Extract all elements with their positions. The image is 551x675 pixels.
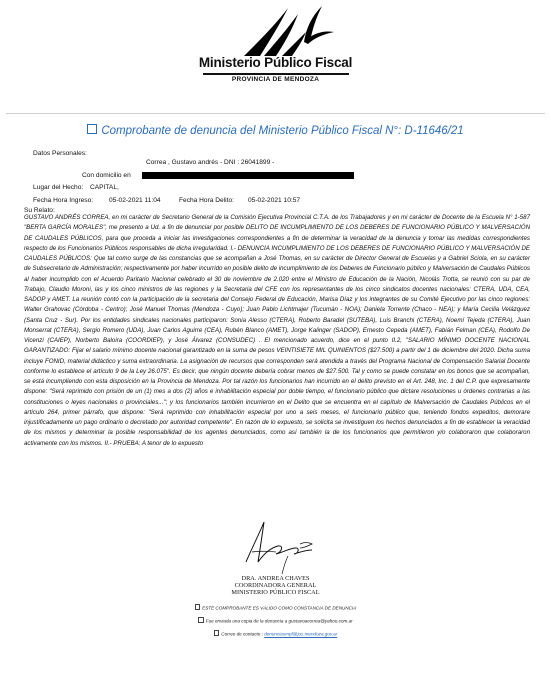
handwritten-signature-icon (238, 518, 328, 574)
signer-role: COORDINADORA GENERAL (234, 582, 317, 589)
copy-email: gustavoacorrea@yahoo.com.ar (288, 618, 353, 624)
document-title (0, 124, 551, 137)
organization-name: Ministerio Público Fiscal (198, 55, 353, 70)
crime-datetime-label: Fecha Hora Delito: (179, 197, 234, 204)
entry-datetime-label: Fecha Hora Ingreso: (33, 197, 94, 204)
complainant-name: Correa , Gustavo andrés - DNI : 26041899 - (146, 159, 275, 166)
ministerio-logo-icon (200, 2, 350, 58)
address-label: Con domicilio en (82, 172, 131, 179)
checkbox-icon (195, 604, 201, 610)
place-value: CAPITAL, (90, 184, 119, 191)
page-divider (6, 113, 545, 114)
footer-contact: Correo de contacto : denunciasmpf@jus.mendoza.gov.ar (0, 630, 551, 637)
crime-datetime-value: 05-02-2021 10:57 (248, 197, 301, 204)
organization-province: PROVINCIA DE MENDOZA (231, 76, 320, 83)
checkbox-icon (214, 630, 220, 636)
checkbox-icon (198, 617, 204, 623)
contact-email-link[interactable]: denunciasmpf@jus.mendoza.gov.ar (264, 631, 338, 637)
redacted-address (142, 172, 354, 179)
signer-institution: MINISTERIO PÚBLICO FISCAL (231, 589, 320, 596)
report-text: GUSTAVO ANDRÉS CORREA, en mi carácter de Secretario General de la Comisión Ejecutiva Provincial C.T.A. de los Trabajadores y en mi carácter de Docente de la Escuela N° 1-587 "BERTA GARCÍA MORALES", me presento a Ud. a fin de denunciar por posible DELITO DE INCUMPLIMIENTO DE LOS DEBERES DE FUNCIONARIO PÚBLICO Y MALVERSACIÓN DE CAUDALES PÚBLICOS, para que proceda a iniciar las investigaciones correspondientes a fin de determinar la veracidad de la denuncia y tomar las medidas correspondientes respecto de los Funcionarios Públicos responsables de dicha irregularidad. I.- DENUNCIA INCUMPLIMIENTO DE LOS DEBERES DE FUNCIONARIO PÚBLICO Y MALVERSACIÓN DE CAUDALES PÚBLICOS: Que tal como surge de las constancias que se acompañan a José Thomas, en su carácter de Director General de Escuelas y a Gabriel Sciola, en su carácter de Subsecretario de Administración; respectivamente por haber incurrido en posible delito de incumplimiento de los Deberes de Funcionario público y Malversación de Caudales Públicos al haber incumplido con el Acuerdo Paritario Nacional celebrado el 30 de noviembre de 2.020 entre el Ministro de Educación de la Nación, Nicolás Trotta, se reunió con su par de Trabajo, Claudio Moroni, las y los cinco ministros de las regiones y la Secretaria del CFE con los representantes de los cinco sindicatos docentes nacionales: CTERA, UDA, CEA, SADOP y AMET. La reunión contó con la participación de la secretaria del Consejo Federal de Educación, Marisa Díaz y los integrantes de su Comité Ejecutivo por las cinco regiones: Walter Grahovac (Córdoba - Centro); José Manuel Thomas (Mendoza - Cuyo); Juan Pablo Lichtmajer (Tucumán - NOA); Daniela Torrente (Chaco - NEA); y María Cecilia Velázquez (Santa Cruz - Sur). Por los entidades sindicales nacionales participaron: Sonia Alesso (CTERA), Roberto Baradel (SUTEBA), Luis Branchi (CTERA), Noemí Tejeda (CTERA), Juan Monserrat (CTERA), Sergio Romero (UDA), Juan Carlos Aguirre (CEA), Rubén Blanco (AMET), Jorge Kalinger (SADOP), Ernesto Cepeda (AMET), Fabián Felman (CEA), Rodolfo De Vicenzi (CAIEP), Norberto Baloira (COORDIEP), y José Álvarez (CONSUDEC) . El mencionado acuerdo, dice en el punto II.2, "SALARIO MÍNIMO DOCENTE NACIONAL GARANTIZADO: Fijar el salario mínimo docente nacional garantizado en la suma de pesos VEINTISIETE MIL QUINIENTOS ($27.500) a partir del 1 de diciembre del 2020. Dicha suma incluye FONID, material didáctico y suma extraordinaria. La asignación de recursos que corresponden será atendida a través del Programa Nacional de Compensación Salarial Docente conforme lo establece el artículo 9 de la Ley 26.075". Es decir, que ningún docente debería cobrar menos de $27.500. Tal y como se puede constatar en los bonos que se acompañan, se está incumpliendo con esta disposición en la Provincia de Mendoza. Por tal razón los funcionarios han incurrido en el delito previsto en el Art. 248, Inc. 1 del C.P. que expresamente dispone: "Será reprimido con prisión de un (1) mes a dos (2) años e inhabilitación especial por doble tiempo, el funcionario público que dictare resoluciones u órdenes contrarias a las constituciones o leyes nacionales o provinciales..."; y los funcionarios también incurrieron en el Delito que se encuentra en el capítulo de Malversación de Caudales Públicos en el artículo 264, primer párrafo, que dispone: "Será reprimido con inhabilitación especial por uno a seis meses, el funcionario público que, teniendo fondos expeditos, demorare injustificadamente un pago ordinario o decretado por autoridad competente". En razón de lo expuesto, se solicita se investiguen los hechos denunciados a fin de establecer la veracidad de los mismos y determinar la posible responsabilidad de los agentes denunciados, como así también la de los funcionarios que permitieron y/o colaboraron que colaboraron activamente con los mismos. II.- PRUEBA: A tenor de lo expuesto (24, 214, 530, 447)
footer-copy-note: Fue enviada una copia de la denuncia a gustavoacorrea@yahoo.com.ar (0, 617, 551, 624)
document-title-text: Comprobante de denuncia del Ministerio Público Fiscal N°: D-11646/21 (101, 125, 464, 137)
signer-name: DRA. ANDREA CHAVES (241, 575, 310, 582)
place-label: Lugar del Hecho: (33, 184, 84, 191)
entry-datetime-value: 05-02-2021 11:04 (109, 197, 161, 204)
footer-valid-note: ESTE COMPROBANTE ES VÁLIDO COMO CONSTANCIA DE DENUNCIA (0, 604, 551, 611)
personal-data-heading: Datos Personales: (33, 150, 87, 157)
header-divider (203, 73, 349, 75)
checkbox-icon (87, 124, 97, 134)
report-heading: Su Relato: (24, 207, 55, 214)
